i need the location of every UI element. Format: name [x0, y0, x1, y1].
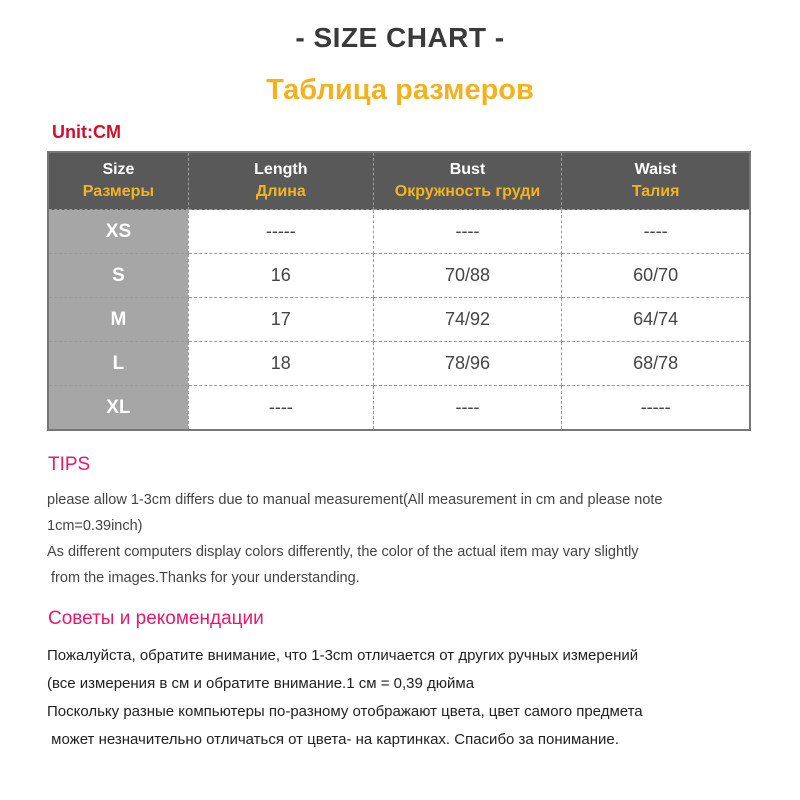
length-cell: ---- — [188, 386, 373, 431]
tips-heading-ru: Советы и рекомендации — [48, 608, 264, 629]
column-header-ru: Окружность груди — [394, 183, 541, 200]
page-title: - SIZE CHART - — [295, 22, 505, 53]
tips-line: As different computers display colors differently, the color of the actual item may vary slightly — [47, 544, 639, 560]
tips-line: please allow 1-3cm differs due to manual measurement(All measurement in cm and please note — [47, 492, 663, 508]
tips-text-en — [47, 487, 767, 591]
unit-label: Unit:CM — [52, 122, 121, 142]
tips-heading: TIPS — [48, 454, 91, 475]
table-row — [48, 342, 750, 386]
column-header-size — [48, 152, 188, 210]
tips-text-ru — [47, 642, 787, 754]
table-row — [48, 254, 750, 298]
bust-cell: 70/88 — [373, 254, 562, 298]
tips-line: может незначительно отличаться от цвета- на картинках. Спасибо за понимание. — [47, 731, 619, 748]
table-row — [48, 298, 750, 342]
tips-line: (все измерения в см и обратите внимание.1 см = 0,39 дюйма — [47, 675, 475, 692]
waist-cell: 68/78 — [562, 342, 750, 386]
size-cell: L — [48, 342, 188, 386]
bust-cell: 78/96 — [373, 342, 562, 386]
bust-cell: ---- — [373, 386, 562, 431]
size-chart-table — [47, 151, 751, 431]
column-header-en: Waist — [634, 161, 677, 178]
column-header-ru: Размеры — [82, 183, 155, 200]
column-header-en: Size — [102, 161, 135, 178]
size-cell: XL — [48, 386, 188, 431]
column-header-en: Length — [254, 161, 308, 178]
table-header-row — [48, 152, 750, 210]
table-row — [48, 210, 750, 254]
bust-cell: 74/92 — [373, 298, 562, 342]
column-header-ru: Талия — [631, 183, 680, 200]
waist-cell: 60/70 — [562, 254, 750, 298]
length-cell: 17 — [188, 298, 373, 342]
table-row — [48, 386, 750, 431]
waist-cell: ----- — [562, 386, 750, 431]
size-cell: S — [48, 254, 188, 298]
column-header-en: Bust — [449, 161, 486, 178]
tips-line: from the images.Thanks for your understanding. — [47, 570, 360, 586]
size-cell: XS — [48, 210, 188, 254]
bust-cell: ---- — [373, 210, 562, 254]
page-subtitle: Таблица размеров — [266, 74, 534, 106]
tips-line: Пожалуйста, обратите внимание, что 1-3cm отличается от других ручных измерений — [47, 647, 639, 664]
size-cell: M — [48, 298, 188, 342]
length-cell: 16 — [188, 254, 373, 298]
length-cell: ----- — [188, 210, 373, 254]
tips-line: 1cm=0.39inch) — [47, 518, 143, 534]
waist-cell: ---- — [562, 210, 750, 254]
column-header-waist — [562, 152, 750, 210]
tips-line: Поскольку разные компьютеры по-разному отображают цвета, цвет самого предмета — [47, 703, 643, 720]
column-header-length — [188, 152, 373, 210]
length-cell: 18 — [188, 342, 373, 386]
column-header-ru: Длина — [255, 183, 306, 200]
waist-cell: 64/74 — [562, 298, 750, 342]
column-header-bust — [373, 152, 562, 210]
